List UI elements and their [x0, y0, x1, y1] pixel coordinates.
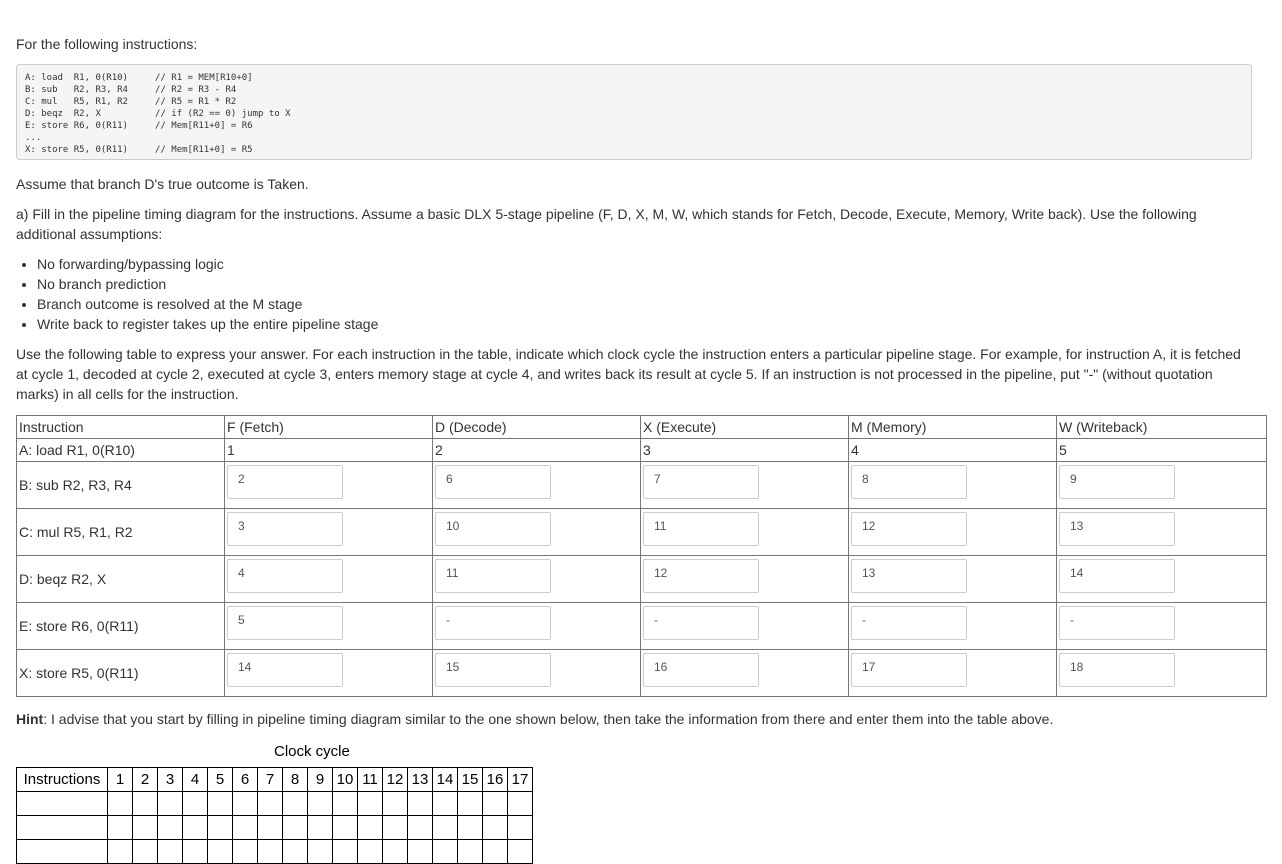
timing-diagram-grid	[16, 767, 533, 864]
answer-cell	[433, 603, 641, 650]
grid-cell	[233, 792, 258, 816]
answer-cell	[225, 509, 433, 556]
table-row	[17, 439, 1267, 462]
answer-input[interactable]: 3	[227, 512, 343, 546]
grid-cell	[283, 792, 308, 816]
grid-cell	[408, 816, 433, 840]
grid-cell	[283, 816, 308, 840]
cycle-header: 2	[133, 768, 158, 792]
table-row	[17, 462, 1267, 509]
cycle-header: 14	[433, 768, 458, 792]
answer-cell	[849, 556, 1057, 603]
instruction-cell: B: sub R2, R3, R4	[17, 462, 225, 509]
grid-cell	[308, 816, 333, 840]
cycle-header: 15	[458, 768, 483, 792]
answer-input[interactable]: 8	[851, 465, 967, 499]
hint-text	[16, 709, 1053, 729]
table-row	[17, 650, 1267, 697]
grid-cell	[433, 840, 458, 864]
given-value: 5	[1057, 439, 1267, 462]
part-a-text: a) Fill in the pipeline timing diagram for the instructions. Assume a basic DLX 5-stage pipeline (F, D, X, M, W, which stands for Fetch, Decode, Execute, Memory, Write back). Use the following additional assumptions:	[16, 206, 1197, 242]
grid-cell	[508, 792, 533, 816]
grid-cell	[433, 792, 458, 816]
branch-assumption-text: Assume that branch D's true outcome is Taken.	[16, 176, 309, 192]
answer-cell	[641, 650, 849, 697]
grid-cell	[358, 792, 383, 816]
grid-cell	[108, 792, 133, 816]
grid-cell	[408, 840, 433, 864]
grid-row	[17, 840, 533, 864]
cycle-header: 4	[183, 768, 208, 792]
grid-cell	[358, 840, 383, 864]
answer-input[interactable]: -	[1059, 606, 1175, 640]
answer-input[interactable]: -	[643, 606, 759, 640]
grid-cell	[483, 792, 508, 816]
answer-cell	[433, 462, 641, 509]
cycle-header: 9	[308, 768, 333, 792]
answer-cell	[433, 556, 641, 603]
grid-cell	[133, 792, 158, 816]
cycle-header: 1	[108, 768, 133, 792]
given-value: 1	[225, 439, 433, 462]
intro-text: For the following instructions:	[16, 36, 198, 52]
table-row	[17, 603, 1267, 650]
grid-cell	[308, 792, 333, 816]
grid-cell	[483, 840, 508, 864]
given-value: 4	[849, 439, 1057, 462]
answer-cell	[849, 509, 1057, 556]
grid-row	[17, 816, 533, 840]
grid-cell	[308, 840, 333, 864]
cycle-header: 17	[508, 768, 533, 792]
cycle-header: 7	[258, 768, 283, 792]
answer-cell	[225, 650, 433, 697]
grid-cell	[158, 816, 183, 840]
hint-label: Hint	[16, 711, 44, 727]
instruction-cell: E: store R6, 0(R11)	[17, 603, 225, 650]
answer-input[interactable]: -	[851, 606, 967, 640]
grid-cell	[458, 840, 483, 864]
list-item: • Write back to register takes up the entire pipeline stage	[37, 314, 378, 334]
cycle-header: 8	[283, 768, 308, 792]
code-line: ...	[25, 133, 42, 143]
code-line: E: store R6, 0(R11) // Mem[R11+0] = R6	[25, 121, 253, 131]
grid-cell	[108, 816, 133, 840]
grid-cell	[17, 840, 108, 864]
grid-cell	[208, 816, 233, 840]
answer-input[interactable]: 7	[643, 465, 759, 499]
grid-cell	[508, 840, 533, 864]
answer-cell	[849, 603, 1057, 650]
column-header-memory: M (Memory)	[849, 416, 1057, 439]
grid-cell	[183, 816, 208, 840]
answer-input[interactable]: 16	[643, 653, 759, 687]
answer-input[interactable]: 14	[227, 653, 343, 687]
answer-input[interactable]: 5	[227, 606, 343, 640]
answer-input[interactable]: 9	[1059, 465, 1175, 499]
grid-cell	[17, 816, 108, 840]
grid-header-row	[17, 768, 533, 792]
grid-cell	[183, 840, 208, 864]
given-value: 3	[641, 439, 849, 462]
cycle-header: 12	[383, 768, 408, 792]
answer-input[interactable]: 10	[435, 512, 551, 546]
answer-input[interactable]: 17	[851, 653, 967, 687]
grid-cell	[458, 792, 483, 816]
grid-cell	[383, 792, 408, 816]
answer-cell	[225, 603, 433, 650]
answer-input[interactable]: 6	[435, 465, 551, 499]
answer-cell	[433, 509, 641, 556]
instruction-cell: D: beqz R2, X	[17, 556, 225, 603]
code-line: X: store R5, 0(R11) // Mem[R11+0] = R5	[25, 145, 253, 155]
code-line: D: beqz R2, X // if (R2 == 0) jump to X	[25, 109, 291, 119]
list-item: • No branch prediction	[37, 274, 378, 294]
grid-cell	[108, 840, 133, 864]
answer-input[interactable]: 12	[643, 559, 759, 593]
instruction-cell: C: mul R5, R1, R2	[17, 509, 225, 556]
answer-cell	[849, 462, 1057, 509]
table-row	[17, 509, 1267, 556]
grid-cell	[483, 816, 508, 840]
hint-body: : I advise that you start by filling in pipeline timing diagram similar to the one shown below, then take the information from there and enter them into the table above.	[43, 711, 1054, 727]
grid-cell	[383, 840, 408, 864]
cycle-header: 6	[233, 768, 258, 792]
answer-table	[16, 415, 1267, 697]
grid-cell	[17, 792, 108, 816]
grid-cell	[133, 840, 158, 864]
clock-cycle-title: Clock cycle	[274, 743, 350, 760]
grid-cell	[333, 816, 358, 840]
answer-cell	[849, 650, 1057, 697]
instruction-cell: X: store R5, 0(R11)	[17, 650, 225, 697]
grid-cell	[383, 816, 408, 840]
list-item: • Branch outcome is resolved at the M stage	[37, 294, 378, 314]
grid-cell	[408, 792, 433, 816]
cycle-header: 13	[408, 768, 433, 792]
table-instructions-text: Use the following table to express your answer. For each instruction in the table, indicate which clock cycle the instruction enters a particular pipeline stage. For example, for instruction A, it is fetched at cycle 1, decoded at cycle 2, executed at cycle 3, enters memory stage at cycle 4, and writes back its result at cycle 5. If an instruction is not processed in the pipeline, put "-" (without quotation marks) in all cells for the instruction.	[16, 346, 1241, 402]
answer-input[interactable]: 12	[851, 512, 967, 546]
answer-cell	[433, 650, 641, 697]
grid-cell	[258, 792, 283, 816]
code-block	[16, 64, 1252, 160]
column-header-writeback: W (Writeback)	[1057, 416, 1267, 439]
answer-input[interactable]: 2	[227, 465, 343, 499]
column-header-decode: D (Decode)	[433, 416, 641, 439]
grid-cell	[133, 816, 158, 840]
cycle-header: 16	[483, 768, 508, 792]
grid-cell	[358, 816, 383, 840]
answer-input[interactable]: 14	[1059, 559, 1175, 593]
answer-cell	[641, 603, 849, 650]
grid-row	[17, 792, 533, 816]
answer-cell	[1057, 509, 1267, 556]
grid-cell	[158, 792, 183, 816]
answer-cell	[1057, 603, 1267, 650]
answer-cell	[225, 462, 433, 509]
cycle-header: 10	[333, 768, 358, 792]
answer-cell	[1057, 462, 1267, 509]
code-line: B: sub R2, R3, R4 // R2 = R3 - R4	[25, 85, 237, 95]
grid-cell	[283, 840, 308, 864]
answer-input[interactable]: 13	[1059, 512, 1175, 546]
instruction-cell: A: load R1, 0(R10)	[17, 439, 225, 462]
code-line: A: load R1, 0(R10) // R1 = MEM[R10+0]	[25, 73, 253, 83]
grid-cell	[433, 816, 458, 840]
answer-input[interactable]: 18	[1059, 653, 1175, 687]
grid-cell	[333, 840, 358, 864]
grid-cell	[258, 816, 283, 840]
grid-cell	[258, 840, 283, 864]
grid-cell	[208, 840, 233, 864]
grid-cell	[233, 816, 258, 840]
answer-input[interactable]: 4	[227, 559, 343, 593]
answer-cell	[641, 509, 849, 556]
answer-cell	[1057, 556, 1267, 603]
given-value: 2	[433, 439, 641, 462]
grid-header-instructions: Instructions	[17, 768, 108, 792]
answer-cell	[225, 556, 433, 603]
answer-input[interactable]: 11	[643, 512, 759, 546]
table-row	[17, 556, 1267, 603]
answer-input[interactable]: 13	[851, 559, 967, 593]
assumptions-list	[16, 254, 378, 334]
grid-cell	[458, 816, 483, 840]
cycle-header: 5	[208, 768, 233, 792]
table-header-row	[17, 416, 1267, 439]
answer-cell	[641, 462, 849, 509]
grid-cell	[208, 792, 233, 816]
answer-cell	[641, 556, 849, 603]
column-header-fetch: F (Fetch)	[225, 416, 433, 439]
column-header-instruction: Instruction	[17, 416, 225, 439]
grid-cell	[233, 840, 258, 864]
list-item: • No forwarding/bypassing logic	[37, 254, 378, 274]
grid-cell	[508, 816, 533, 840]
cycle-header: 3	[158, 768, 183, 792]
answer-input[interactable]: -	[435, 606, 551, 640]
answer-cell	[1057, 650, 1267, 697]
answer-input[interactable]: 11	[435, 559, 551, 593]
code-line: C: mul R5, R1, R2 // R5 = R1 * R2	[25, 97, 237, 107]
cycle-header: 11	[358, 768, 383, 792]
grid-cell	[183, 792, 208, 816]
column-header-execute: X (Execute)	[641, 416, 849, 439]
answer-input[interactable]: 15	[435, 653, 551, 687]
grid-cell	[333, 792, 358, 816]
grid-cell	[158, 840, 183, 864]
